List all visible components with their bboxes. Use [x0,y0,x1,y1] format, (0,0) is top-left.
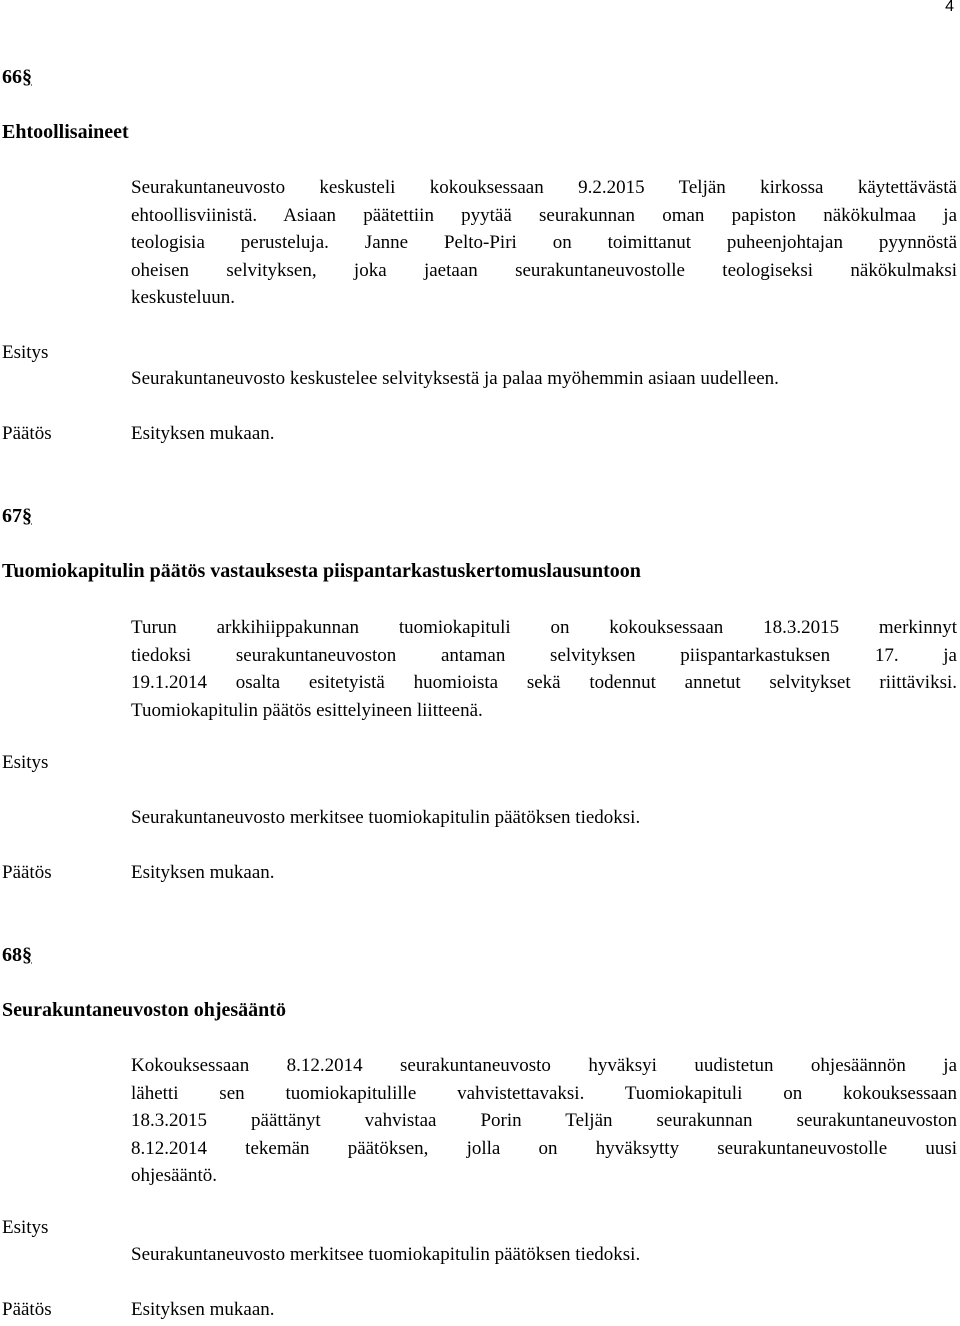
body-line: Turun arkkihiippakunnan tuomiokapituli on kokouksessaan 18.3.2015 merkinnyt [131,617,957,638]
section-body-66 [131,174,957,312]
paatos-text-67: Esityksen mukaan. [131,862,275,883]
body-line: ehtoollisviinistä. Asiaan päätettiin pyytää seurakunnan oman papiston näkökulmaa ja [131,204,957,226]
section-sign: § [22,66,32,88]
esitys-label-66: Esitys [2,342,49,363]
section-title-67: Tuomiokapitulin päätös vastauksesta piispantarkastuskertomuslausuntoon [2,560,641,582]
esitys-text-67: Seurakuntaneuvosto merkitsee tuomiokapitulin päätöksen tiedoksi. [131,807,641,828]
section-number-66: 66§ [2,66,32,88]
body-line: 8.12.2014 tekemän päätöksen, jolla on hyväksytty seurakuntaneuvostolle uusi [131,1137,957,1159]
esitys-label-67: Esitys [2,752,49,773]
section-body-67 [131,614,957,724]
section-body-68 [131,1052,957,1190]
body-line: ohjesääntö. [131,1165,218,1186]
section-number-68: 68§ [2,944,32,966]
body-line: Seurakuntaneuvosto keskusteli kokouksessaan 9.2.2015 Teljän kirkossa käytettävästä [131,177,957,198]
body-line: Kokouksessaan 8.12.2014 seurakuntaneuvosto hyväksyi uudistetun ohjesäännön ja [131,1055,957,1076]
body-line: 18.3.2015 päättänyt vahvistaa Porin Teljän seurakunnan seurakuntaneuvoston [131,1110,957,1131]
section-title-68: Seurakuntaneuvoston ohjesääntö [2,999,286,1021]
section-sign: § [22,944,32,966]
body-line: oheisen selvityksen, joka jaetaan seurakuntaneuvostolle teologiseksi näkökulmaksi [131,259,957,281]
section-number-67: 67§ [2,505,32,527]
section-sign: § [22,505,32,527]
body-line: 19.1.2014 osalta esitetyistä huomioista sekä todennut annetut selvitykset riittäviksi. [131,672,957,693]
section-title-66: Ehtoollisaineet [2,121,129,143]
body-line: tiedoksi seurakuntaneuvoston antaman selvityksen piispantarkastuksen 17. ja [131,644,957,666]
body-line: lähetti sen tuomiokapitulille vahvistettavaksi. Tuomiokapituli on kokouksessaan [131,1082,957,1104]
body-line: Tuomiokapitulin päätös esittelyineen liitteenä. [131,699,483,721]
paatos-text-66: Esityksen mukaan. [131,423,275,444]
paatos-label-67: Päätös [2,862,52,883]
body-line: keskusteluun. [131,287,235,308]
esitys-label-68: Esitys [2,1217,49,1238]
esitys-text-66: Seurakuntaneuvosto keskustelee selvityksestä ja palaa myöhemmin asiaan uudelleen. [131,368,779,389]
paatos-label-66: Päätös [2,423,52,444]
page-number: 4 [945,0,954,15]
body-line: teologisia perusteluja. Janne Pelto-Piri on toimittanut puheenjohtajan pyynnöstä [131,232,957,253]
paatos-text-68: Esityksen mukaan. [131,1299,275,1320]
esitys-text-68: Seurakuntaneuvosto merkitsee tuomiokapitulin päätöksen tiedoksi. [131,1244,641,1265]
paatos-label-68: Päätös [2,1299,52,1320]
